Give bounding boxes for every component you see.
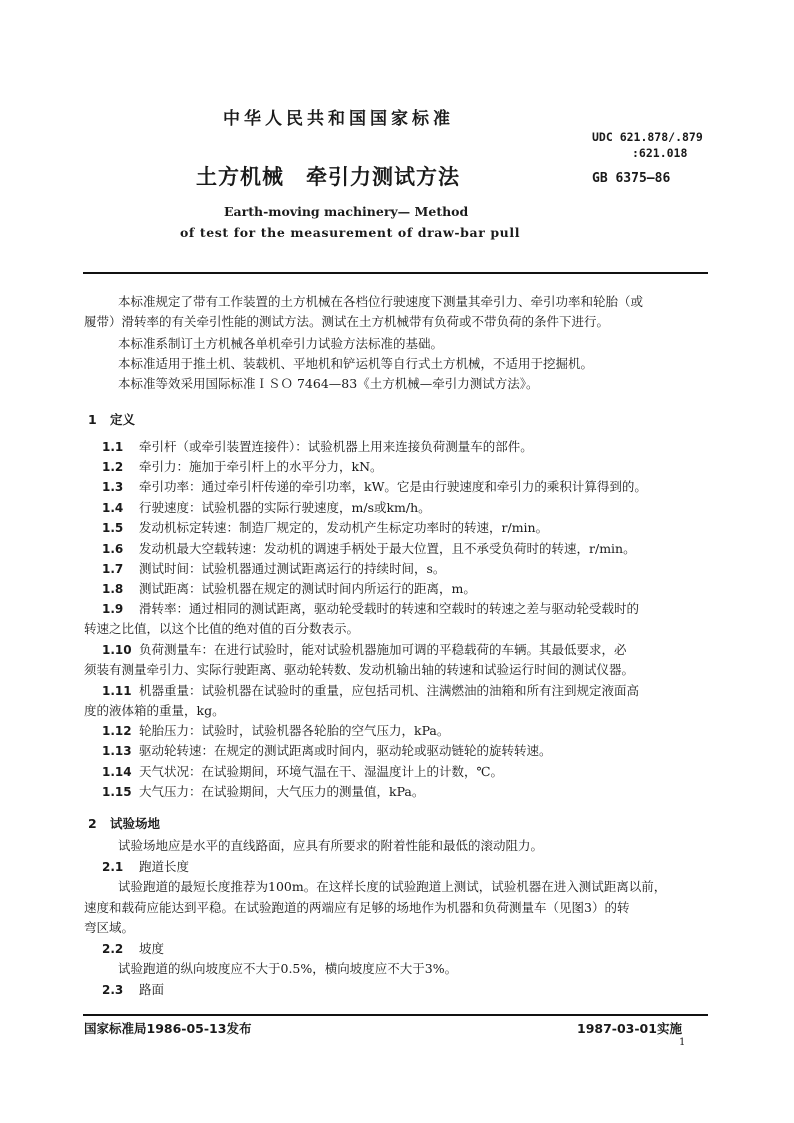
issue-date: 国家标准局1986-05-13发布: [84, 1021, 252, 1036]
intro-line: 本标准系制订土方机械各单机牵引力试验方法标准的基础。: [118, 336, 444, 351]
clause-number: 1.4: [102, 501, 124, 515]
intro-paragraph-equivalence: [84, 374, 706, 394]
section-number: 1: [88, 412, 97, 427]
clause-text: 发动机最大空载转速：发动机的调速手柄处于最大位置，且不承受负荷时的转速，r/min。: [139, 541, 636, 556]
paragraph-line: 弯区域。: [84, 920, 135, 935]
clause-number: 2.2: [102, 942, 124, 956]
clause-number: 1.3: [102, 480, 124, 494]
section-title: 试验场地: [110, 816, 161, 831]
clause-number: 1.6: [102, 542, 124, 556]
clause-text: 测试距离：试验机器在规定的测试时间内所运行的距离，m。: [139, 581, 476, 596]
intro-paragraph-applicability: [84, 354, 706, 374]
clause-text: 牵引功率：通过牵引杆传递的牵引功率，kW。它是由行驶速度和牵引力的乘积计算得到的。: [139, 479, 647, 494]
clause-text: 驱动轮转速：在规定的测试距离或时间内，驱动轮或驱动链轮的旋转转速。: [139, 743, 552, 758]
clause-number: 1.15: [102, 785, 132, 799]
document-title-chinese: 土方机械 牵引力测试方法: [196, 165, 460, 189]
clause-text: 大气压力：在试验期间，大气压力的测量值，kPa。: [139, 784, 425, 799]
intro-paragraph-basis: [84, 334, 706, 354]
intro-line: 本标准等效采用国际标准ＩＳＯ 7464—83《土方机械—牵引力测试方法》。: [118, 376, 539, 391]
clause-number: 1.9: [102, 602, 124, 616]
subsection-title: 跑道长度: [139, 859, 190, 874]
intro-line: 本标准规定了带有工作装置的土方机械在各档位行驶速度下测量其牵引力、牵引功率和轮胎（或: [118, 294, 644, 309]
subsection-title: 坡度: [139, 941, 165, 956]
clause-number: 1.7: [102, 562, 124, 576]
clause-text: 发动机标定转速：制造厂规定的，发动机产生标定功率时的转速，r/min。: [139, 520, 549, 535]
clause-text: 天气状况：在试验期间，环境气温在干、湿温度计上的计数，℃。: [139, 764, 503, 779]
clause-number: 1.10: [102, 643, 132, 657]
definition-continuation: 转速之比值，以这个比值的绝对值的百分数表示。: [84, 621, 360, 636]
subsection-title: 路面: [139, 982, 165, 997]
clause-number: 1.5: [102, 521, 124, 535]
intro-line: 本标准适用于推土机、装载机、平地机和铲运机等自行式土方机械，不适用于挖掘机。: [118, 356, 594, 371]
header-divider: [83, 272, 708, 274]
intro-line: 履带）滑转率的有关牵引性能的测试方法。测试在土方机械带有负荷或不带负荷的条件下进行。: [84, 314, 610, 329]
paragraph-line: 速度和载荷应能达到平稳。在试验跑道的两端应有足够的场地作为机器和负荷测量车（见图3）的转: [84, 900, 630, 915]
clause-number: 2.1: [102, 860, 124, 874]
clause-number: 1.14: [102, 765, 132, 779]
clause-text: 负荷测量车：在进行试验时，能对试验机器施加可调的平稳载荷的车辆。其最低要求，必: [139, 642, 627, 657]
definition-continuation: 度的液体箱的重量，kg。: [84, 703, 225, 718]
paragraph-text: 试验跑道的纵向坡度应不大于0.5%，横向坡度应不大于3%。: [118, 961, 458, 976]
clause-number: 1.12: [102, 724, 132, 738]
section-title: 定义: [110, 412, 136, 427]
clause-text: 机器重量：试验机器在试验时的重量，应包括司机、注满燃油的油箱和所有注到规定液面高: [139, 683, 640, 698]
footer-divider: [83, 1014, 708, 1016]
effective-date: 1987-03-01实施: [577, 1021, 682, 1036]
clause-number: 1.2: [102, 460, 124, 474]
paragraph-text: 试验场地应是水平的直线路面，应具有所要求的附着性能和最低的滚动阻力。: [118, 838, 544, 853]
clause-text: 轮胎压力：试验时，试验机器各轮胎的空气压力，kPa。: [139, 723, 450, 738]
clause-text: 测试时间：试验机器通过测试距离运行的持续时间，s。: [139, 561, 446, 576]
clause-number: 2.3: [102, 983, 124, 997]
section-number: 2: [88, 816, 97, 831]
section-heading-definitions: [88, 410, 135, 428]
clause-number: 1.1: [102, 440, 124, 454]
intro-paragraph-scope: [84, 292, 706, 332]
document-title-english-line2: of test for the measurement of draw-bar pull: [180, 225, 521, 240]
paragraph-text: 试验跑道的最短长度推荐为100m。在这样长度的试验跑道上测试，试验机器在进入测试距离以前，: [118, 879, 667, 894]
clause-text: 牵引杆（或牵引装置连接件）：试验机器上用来连接负荷测量车的部件。: [139, 439, 533, 454]
clause-text: 滑转率：通过相同的测试距离，驱动轮受载时的转速和空载时的转速之差与驱动轮受载时的: [139, 601, 640, 616]
definition-continuation: 须装有测量牵引力、实际行驶距离、驱动轮转数、发动机输出轴的转速和试验运行时间的测试仪器。: [84, 662, 635, 677]
national-standard-heading: 中华人民共和国国家标准: [223, 109, 454, 129]
udc-code-line2: :621.018: [632, 146, 688, 160]
document-title-english-line1: Earth-moving machinery— Method: [224, 204, 469, 219]
clause-number: 1.13: [102, 744, 132, 758]
clause-text: 行驶速度：试验机器的实际行驶速度，m/s或km/h。: [139, 500, 431, 515]
section-heading-test-site: [88, 814, 160, 832]
udc-code-line1: UDC 621.878/.879: [592, 130, 703, 144]
clause-text: 牵引力：施加于牵引杆上的水平分力，kN。: [139, 459, 383, 474]
page-number: 1: [679, 1037, 686, 1048]
clause-number: 1.11: [102, 684, 132, 698]
standard-code: GB 6375—86: [592, 171, 671, 186]
clause-number: 1.8: [102, 582, 124, 596]
